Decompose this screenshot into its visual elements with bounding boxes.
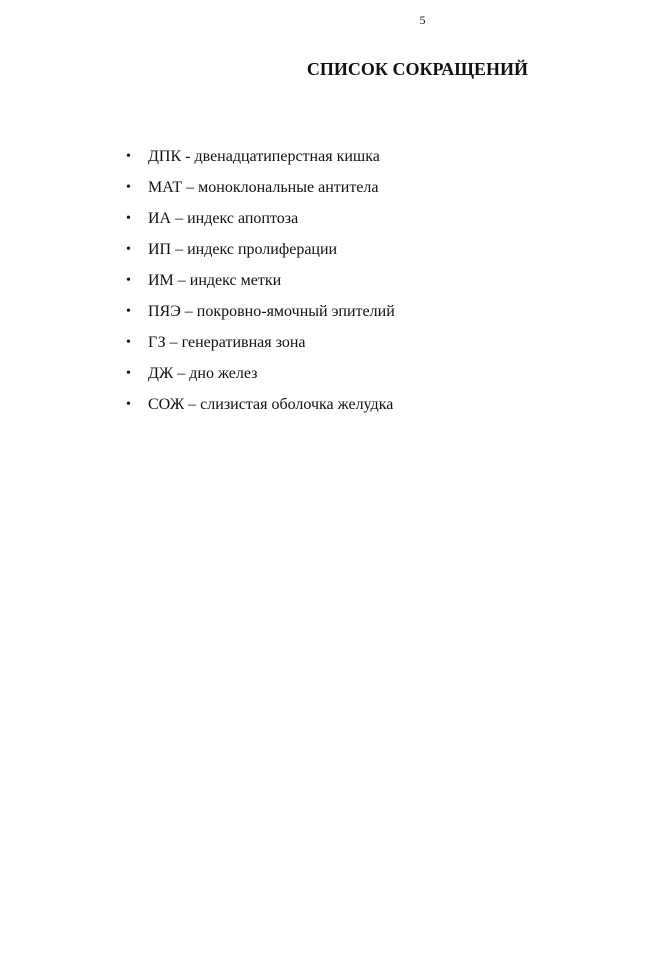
bullet-icon: •: [126, 211, 131, 226]
list-item-text: СОЖ – слизистая оболочка желудка: [148, 396, 394, 413]
abbreviation-list: [126, 146, 395, 425]
bullet-icon: •: [126, 273, 131, 288]
bullet-icon: •: [126, 304, 131, 319]
list-item-text: ДПК - двенадцатиперстная кишка: [148, 148, 380, 165]
list-item-text: ИА – индекс апоптоза: [148, 210, 299, 227]
list-item-text: ПЯЭ – покровно-ямочный эпителий: [148, 303, 395, 320]
list-item: [126, 301, 395, 332]
bullet-icon: •: [126, 149, 131, 164]
list-item: [126, 177, 395, 208]
page-title: СПИСОК СОКРАЩЕНИЙ: [306, 59, 528, 79]
list-item-text: ДЖ – дно желез: [148, 365, 258, 382]
list-item-text: МАТ – моноклональные антитела: [148, 179, 379, 196]
page-number-text: 5: [419, 13, 426, 27]
bullet-icon: •: [126, 242, 131, 257]
list-item: [126, 146, 395, 177]
list-item: [126, 363, 395, 394]
bullet-icon: •: [126, 335, 131, 350]
list-item-text: ИП – индекс пролиферации: [148, 241, 338, 258]
list-item: [126, 208, 395, 239]
list-item: [126, 332, 395, 363]
list-item: [126, 270, 395, 301]
list-item-text: ГЗ – генеративная зона: [148, 334, 306, 351]
list-item: [126, 394, 395, 425]
list-item: [126, 239, 395, 270]
bullet-icon: •: [126, 366, 131, 381]
page-number: [0, 13, 657, 27]
bullet-icon: •: [126, 180, 131, 195]
list-item-text: ИМ – индекс метки: [148, 272, 282, 289]
bullet-icon: •: [126, 397, 131, 412]
